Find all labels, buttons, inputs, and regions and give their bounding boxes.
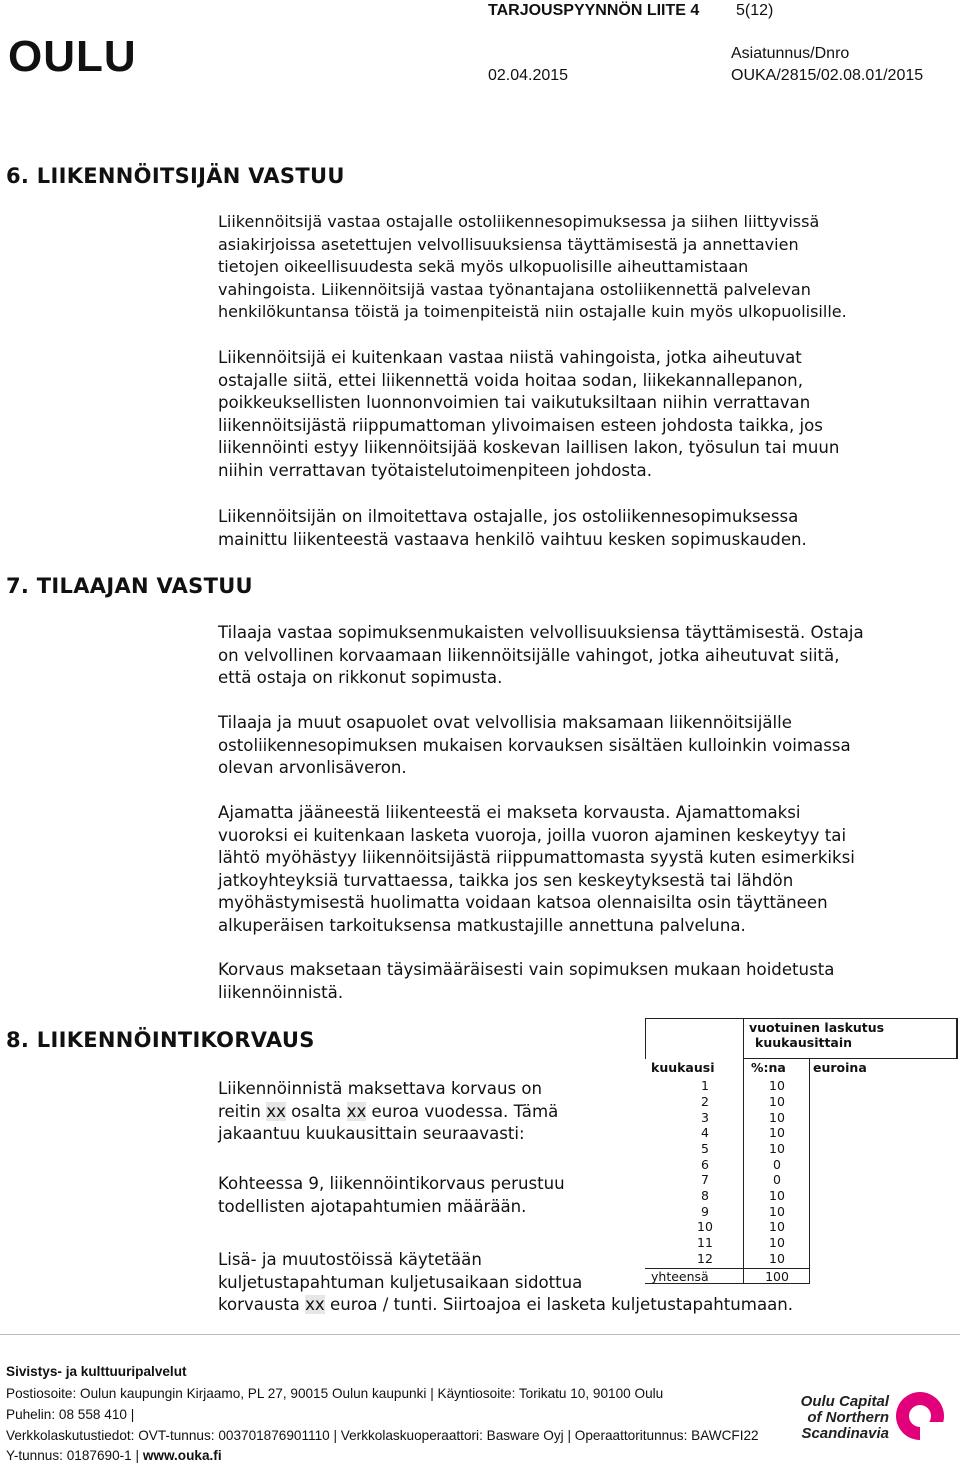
footer-phone: Puhelin: 08 558 410 | xyxy=(6,1407,135,1422)
section-6-paragraph-1 xyxy=(218,211,943,324)
monthly-billing-table xyxy=(645,1018,957,1284)
brand-line: Scandinavia xyxy=(801,1425,889,1442)
text-line: asiakirjoissa asetettujen velvollisuuksiensa täyttämisestä ja annettavien xyxy=(218,234,799,254)
text-line: jatkoyhteyksiä turvattaessa, taikka jos sen keskeytyksestä tai lähdön xyxy=(218,870,794,890)
text-line: Kohteessa 9, liikennöintikorvaus perustuu xyxy=(218,1174,565,1193)
cell-percent: 10 xyxy=(769,1235,785,1250)
text-line: Liikennöitsijän on ilmoitettava ostajalle, jos ostoliikennesopimuksessa xyxy=(218,507,799,526)
cell-month: 7 xyxy=(701,1172,709,1187)
footer-invoicing: Verkkolaskutustiedot: OVT-tunnus: 003701876901110 | Verkkolaskuoperaattori: Basware Oyj | Operaattoritunnus: BAWCFI22 xyxy=(6,1428,759,1443)
text-line: Liikennöitsijä ei kuitenkaan vastaa niistä vahingoista, jotka aiheutuvat xyxy=(218,348,802,367)
text-fragment: reitin xyxy=(218,1101,267,1121)
footer-address: Postiosoite: Oulun kaupungin Kirjaamo, PL 27, 90015 Oulun kaupunki | Käyntiosoite: Torikatu 10, 90100 Oulu xyxy=(6,1386,664,1401)
text-fragment: euroa / tunti. Siirtoajoa ei lasketa kuljetustapahtumaan. xyxy=(324,1295,794,1315)
table-divider xyxy=(956,1018,957,1059)
section-8-heading: 8. LIIKENNÖINTIKORVAUS xyxy=(6,1028,315,1052)
col-header-euros: euroina xyxy=(813,1060,867,1075)
city-brand-text xyxy=(797,1394,889,1442)
text-line: alkuperäisen tarkoituksensa matkustajille annettuna palveluna. xyxy=(218,915,746,935)
table-divider xyxy=(743,1058,957,1059)
footer-divider xyxy=(0,1334,960,1335)
text-line xyxy=(218,1294,943,1317)
text-line: on velvollinen korvaamaan liikennöitsijälle vahingot, jotka aiheutuvat siitä, xyxy=(218,645,840,665)
cell-percent: 10 xyxy=(769,1219,785,1234)
text-line: ostajalle siitä, ettei liikennettä voida hoitaa sodan, liikekannallepanon, xyxy=(218,370,803,390)
text-line: olevan arvonlisäveron. xyxy=(218,758,407,778)
section-6-paragraph-2 xyxy=(218,347,943,483)
text-line: vahingoista. Liikennöitsijä vastaa työnantajana ostoliikennettä palvelevan xyxy=(218,279,811,299)
table-header-title xyxy=(749,1020,884,1050)
text-line: liikennöitsijästä riippumattoman ylivoimaisen esteen johdosta taikka, jos xyxy=(218,415,823,435)
section-7-paragraph-1 xyxy=(218,622,943,690)
cell-percent: 0 xyxy=(773,1172,781,1187)
text-fragment: korvausta xyxy=(218,1295,306,1315)
header-line: kuukausittain xyxy=(755,1035,853,1050)
reference-number: OUKA/2815/02.08.01/2015 xyxy=(731,67,924,84)
cell-percent: 10 xyxy=(769,1125,785,1140)
text-line: liikennöinti estyy liikennöitsijää koskevan laillisen lakon, työsulun tai muun xyxy=(218,438,840,458)
text-line: ostoliikennesopimuksen mukaisen korvauksen sisältäen kulloinkin voimassa xyxy=(218,735,851,755)
header-line: vuotuinen laskutus xyxy=(749,1020,885,1035)
col-header-percent: %:na xyxy=(751,1060,786,1075)
cell-month: 1 xyxy=(701,1078,709,1093)
cell-percent: 10 xyxy=(769,1188,785,1203)
cell-month: 8 xyxy=(701,1188,709,1203)
business-id-text: Y-tunnus: 0187690-1 | xyxy=(6,1448,143,1463)
city-brand-logo-icon xyxy=(896,1392,944,1440)
cell-percent: 0 xyxy=(773,1157,781,1172)
text-line: lähtö myöhästyy liikennöitsijästä riippumattomasta syystä kuten esimerkiksi xyxy=(218,848,855,868)
text-line: tietojen oikeellisuudesta sekä myös ulkopuolisille aiheuttamistaan xyxy=(218,257,749,277)
section-7-paragraph-3 xyxy=(218,802,943,938)
website-link[interactable]: www.ouka.fi xyxy=(142,1448,222,1463)
section-8-paragraph-1 xyxy=(218,1078,638,1146)
logo-notch xyxy=(920,1422,944,1440)
brand-line: of Northern xyxy=(807,1409,889,1426)
table-divider xyxy=(809,1058,810,1284)
text-line: jakaantuu kuukausittain seuraavasti: xyxy=(218,1124,525,1144)
cell-month: 11 xyxy=(697,1235,713,1250)
text-line: Tilaaja vastaa sopimuksenmukaisten velvollisuuksiensa täyttämisestä. Ostaja xyxy=(218,623,864,642)
text-fragment: osalta xyxy=(285,1101,347,1121)
text-line: Ajamatta jääneestä liikenteestä ei makseta korvausta. Ajamattomaksi xyxy=(218,803,801,822)
cell-month: 10 xyxy=(697,1219,713,1234)
text-line: Lisä- ja muutostöissä käytetään xyxy=(218,1250,482,1269)
cell-percent: 10 xyxy=(769,1141,785,1156)
text-line xyxy=(218,1101,638,1124)
text-line: poikkeuksellisten luonnonvoimien tai vaikutuksiltaan niihin verrattavan xyxy=(218,393,811,413)
cell-month: 6 xyxy=(701,1157,709,1172)
text-line: todellisten ajotapahtumien määrään. xyxy=(218,1196,527,1216)
text-line: kuljetustapahtuman kuljetusaikaan sidottua xyxy=(218,1272,583,1292)
text-line: niihin verrattavan työtaistelutoimenpiteen johdosta. xyxy=(218,460,652,480)
section-7-paragraph-2 xyxy=(218,712,943,780)
section-7-paragraph-4 xyxy=(218,959,943,1004)
cell-month: 4 xyxy=(701,1125,709,1140)
text-line: liikennöinnistä. xyxy=(218,982,344,1002)
section-6-heading: 6. LIIKENNÖITSIJÄN VASTUU xyxy=(6,164,345,188)
cell-percent: 10 xyxy=(769,1094,785,1109)
text-line: Liikennöitsijä vastaa ostajalle ostoliikennesopimuksessa ja siihen liittyvissä xyxy=(218,212,820,231)
section-7-heading: 7. TILAAJAN VASTUU xyxy=(6,574,253,598)
placeholder-value: xx xyxy=(305,1295,325,1315)
brand-line: Oulu Capital xyxy=(800,1393,889,1410)
text-line: mainittu liikenteestä vastaava henkilö vaihtuu kesken sopimuskauden. xyxy=(218,529,807,549)
cell-percent: 10 xyxy=(769,1078,785,1093)
section-6-paragraph-3 xyxy=(218,506,943,551)
text-line: henkilökuntansa töistä ja toimenpiteistä niin ostajalle kuin myös ulkopuolisille. xyxy=(218,302,847,322)
document-date: 02.04.2015 xyxy=(488,67,569,84)
text-line: että ostaja on rikkonut sopimusta. xyxy=(218,668,503,688)
text-line: Tilaaja ja muut osapuolet ovat velvollisia maksamaan liikennöitsijälle xyxy=(218,713,792,732)
cell-month: 12 xyxy=(697,1251,713,1266)
cell-percent: 10 xyxy=(769,1110,785,1125)
page-number: 5(12) xyxy=(736,2,774,19)
cell-percent: 10 xyxy=(769,1251,785,1266)
col-header-month: kuukausi xyxy=(651,1060,715,1075)
section-8-paragraph-2 xyxy=(218,1173,638,1218)
cell-month: 3 xyxy=(701,1110,709,1125)
text-line: Liikennöinnistä maksettava korvaus on xyxy=(218,1079,543,1098)
footer-business-id xyxy=(6,1448,222,1463)
text-line: myöhästymisestä huolimatta voidaan katsoa olennaisilta osin täyttäneen xyxy=(218,893,828,913)
text-fragment: euroa vuodessa. Tämä xyxy=(366,1101,559,1121)
placeholder-value: xx xyxy=(266,1101,286,1121)
text-line: Korvaus maksetaan täysimääräisesti vain sopimuksen mukaan hoidetusta xyxy=(218,960,835,979)
cell-percent: 10 xyxy=(769,1204,785,1219)
cell-month: 5 xyxy=(701,1141,709,1156)
cell-month: 9 xyxy=(701,1204,709,1219)
cell-month: 2 xyxy=(701,1094,709,1109)
total-label: yhteensä xyxy=(651,1269,709,1284)
text-line: vuoroksi ei kuitenkaan lasketa vuoroja, joilla vuoron ajaminen keskeytyy tai xyxy=(218,825,847,845)
reference-label: Asiatunnus/Dnro xyxy=(731,45,850,62)
org-logo: OULU xyxy=(8,32,137,81)
total-value: 100 xyxy=(765,1269,789,1284)
document-title: TARJOUSPYYNNÖN LIITE 4 xyxy=(488,2,700,19)
placeholder-value: xx xyxy=(346,1101,367,1121)
footer-department: Sivistys- ja kulttuuripalvelut xyxy=(6,1364,187,1379)
